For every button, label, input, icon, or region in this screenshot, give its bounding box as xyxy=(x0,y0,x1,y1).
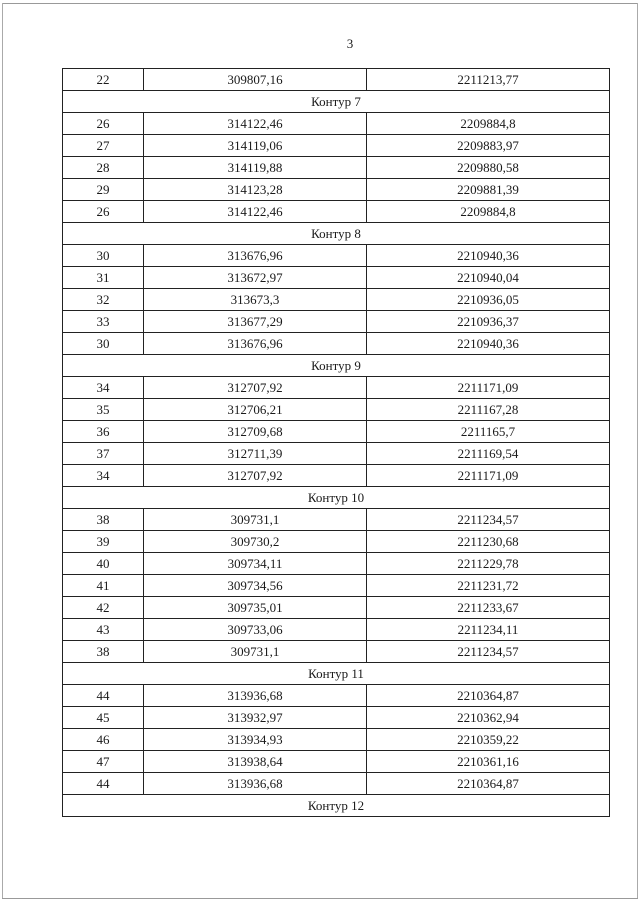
point-number-cell: 37 xyxy=(63,443,144,465)
point-number-cell: 45 xyxy=(63,707,144,729)
x-coordinate-cell: 309735,01 xyxy=(144,597,367,619)
y-coordinate-cell: 2211171,09 xyxy=(367,377,610,399)
x-coordinate-cell: 314119,88 xyxy=(144,157,367,179)
table-row xyxy=(63,509,610,531)
x-coordinate-cell: 312707,92 xyxy=(144,465,367,487)
contour-label: Контур 8 xyxy=(63,223,610,245)
y-coordinate-cell: 2211234,57 xyxy=(367,641,610,663)
page-border-bottom xyxy=(2,898,638,899)
y-coordinate-cell: 2209884,8 xyxy=(367,113,610,135)
table-row xyxy=(63,553,610,575)
y-coordinate-cell: 2210940,04 xyxy=(367,267,610,289)
page-border-left xyxy=(2,3,3,899)
table-row xyxy=(63,113,610,135)
point-number-cell: 36 xyxy=(63,421,144,443)
table-row xyxy=(63,135,610,157)
table-row xyxy=(63,333,610,355)
table-row xyxy=(63,399,610,421)
y-coordinate-cell: 2211230,68 xyxy=(367,531,610,553)
point-number-cell: 35 xyxy=(63,399,144,421)
x-coordinate-cell: 314122,46 xyxy=(144,201,367,223)
table-row xyxy=(63,597,610,619)
point-number-cell: 27 xyxy=(63,135,144,157)
contour-header-row xyxy=(63,795,610,817)
y-coordinate-cell: 2209884,8 xyxy=(367,201,610,223)
table-row xyxy=(63,575,610,597)
table-row xyxy=(63,245,610,267)
x-coordinate-cell: 309734,11 xyxy=(144,553,367,575)
y-coordinate-cell: 2211165,7 xyxy=(367,421,610,443)
y-coordinate-cell: 2209881,39 xyxy=(367,179,610,201)
y-coordinate-cell: 2210364,87 xyxy=(367,773,610,795)
y-coordinate-cell: 2211171,09 xyxy=(367,465,610,487)
y-coordinate-cell: 2209880,58 xyxy=(367,157,610,179)
contour-header-row xyxy=(63,355,610,377)
point-number-cell: 33 xyxy=(63,311,144,333)
point-number-cell: 31 xyxy=(63,267,144,289)
x-coordinate-cell: 313936,68 xyxy=(144,773,367,795)
point-number-cell: 43 xyxy=(63,619,144,641)
point-number-cell: 39 xyxy=(63,531,144,553)
contour-label: Контур 11 xyxy=(63,663,610,685)
x-coordinate-cell: 314123,28 xyxy=(144,179,367,201)
point-number-cell: 47 xyxy=(63,751,144,773)
table-row xyxy=(63,311,610,333)
table-row xyxy=(63,421,610,443)
y-coordinate-cell: 2211229,78 xyxy=(367,553,610,575)
table-row xyxy=(63,443,610,465)
y-coordinate-cell: 2210936,05 xyxy=(367,289,610,311)
y-coordinate-cell: 2210364,87 xyxy=(367,685,610,707)
y-coordinate-cell: 2210936,37 xyxy=(367,311,610,333)
point-number-cell: 44 xyxy=(63,685,144,707)
point-number-cell: 44 xyxy=(63,773,144,795)
x-coordinate-cell: 309731,1 xyxy=(144,641,367,663)
table-row xyxy=(63,465,610,487)
y-coordinate-cell: 2211231,72 xyxy=(367,575,610,597)
y-coordinate-cell: 2211234,57 xyxy=(367,509,610,531)
x-coordinate-cell: 309730,2 xyxy=(144,531,367,553)
contour-label: Контур 12 xyxy=(63,795,610,817)
table-row xyxy=(63,267,610,289)
table-row xyxy=(63,531,610,553)
x-coordinate-cell: 313934,93 xyxy=(144,729,367,751)
x-coordinate-cell: 313673,3 xyxy=(144,289,367,311)
y-coordinate-cell: 2211233,67 xyxy=(367,597,610,619)
y-coordinate-cell: 2210362,94 xyxy=(367,707,610,729)
point-number-cell: 40 xyxy=(63,553,144,575)
x-coordinate-cell: 309734,56 xyxy=(144,575,367,597)
x-coordinate-cell: 313677,29 xyxy=(144,311,367,333)
table-row xyxy=(63,377,610,399)
x-coordinate-cell: 313938,64 xyxy=(144,751,367,773)
point-number-cell: 26 xyxy=(63,113,144,135)
table-row xyxy=(63,773,610,795)
y-coordinate-cell: 2211213,77 xyxy=(367,69,610,91)
contour-label: Контур 7 xyxy=(63,91,610,113)
point-number-cell: 32 xyxy=(63,289,144,311)
page-number: 3 xyxy=(346,36,354,51)
point-number-cell: 22 xyxy=(63,69,144,91)
contour-label: Контур 10 xyxy=(63,487,610,509)
table-row xyxy=(63,201,610,223)
x-coordinate-cell: 309807,16 xyxy=(144,69,367,91)
table-row xyxy=(63,707,610,729)
coordinates-table xyxy=(62,68,610,817)
y-coordinate-cell: 2211167,28 xyxy=(367,399,610,421)
table-row xyxy=(63,157,610,179)
page-border-top xyxy=(2,3,638,4)
x-coordinate-cell: 314122,46 xyxy=(144,113,367,135)
contour-label: Контур 9 xyxy=(63,355,610,377)
point-number-cell: 30 xyxy=(63,245,144,267)
y-coordinate-cell: 2210940,36 xyxy=(367,333,610,355)
table-row xyxy=(63,751,610,773)
contour-header-row xyxy=(63,223,610,245)
x-coordinate-cell: 312709,68 xyxy=(144,421,367,443)
contour-header-row xyxy=(63,487,610,509)
point-number-cell: 34 xyxy=(63,465,144,487)
coordinates-table-wrapper xyxy=(62,68,608,817)
point-number-cell: 38 xyxy=(63,641,144,663)
page-border-right xyxy=(637,3,638,899)
table-row xyxy=(63,641,610,663)
x-coordinate-cell: 313932,97 xyxy=(144,707,367,729)
table-row xyxy=(63,289,610,311)
y-coordinate-cell: 2211169,54 xyxy=(367,443,610,465)
table-row xyxy=(63,179,610,201)
table-row xyxy=(63,685,610,707)
x-coordinate-cell: 313936,68 xyxy=(144,685,367,707)
y-coordinate-cell: 2210940,36 xyxy=(367,245,610,267)
coordinates-table-body xyxy=(63,69,610,817)
x-coordinate-cell: 309733,06 xyxy=(144,619,367,641)
contour-header-row xyxy=(63,663,610,685)
point-number-cell: 38 xyxy=(63,509,144,531)
table-row xyxy=(63,69,610,91)
point-number-cell: 41 xyxy=(63,575,144,597)
y-coordinate-cell: 2209883,97 xyxy=(367,135,610,157)
table-row xyxy=(63,729,610,751)
y-coordinate-cell: 2210359,22 xyxy=(367,729,610,751)
y-coordinate-cell: 2211234,11 xyxy=(367,619,610,641)
point-number-cell: 26 xyxy=(63,201,144,223)
point-number-cell: 30 xyxy=(63,333,144,355)
x-coordinate-cell: 313672,97 xyxy=(144,267,367,289)
point-number-cell: 42 xyxy=(63,597,144,619)
x-coordinate-cell: 309731,1 xyxy=(144,509,367,531)
point-number-cell: 29 xyxy=(63,179,144,201)
x-coordinate-cell: 314119,06 xyxy=(144,135,367,157)
x-coordinate-cell: 312706,21 xyxy=(144,399,367,421)
point-number-cell: 34 xyxy=(63,377,144,399)
point-number-cell: 28 xyxy=(63,157,144,179)
x-coordinate-cell: 312707,92 xyxy=(144,377,367,399)
x-coordinate-cell: 313676,96 xyxy=(144,333,367,355)
contour-header-row xyxy=(63,91,610,113)
point-number-cell: 46 xyxy=(63,729,144,751)
x-coordinate-cell: 312711,39 xyxy=(144,443,367,465)
x-coordinate-cell: 313676,96 xyxy=(144,245,367,267)
table-row xyxy=(63,619,610,641)
y-coordinate-cell: 2210361,16 xyxy=(367,751,610,773)
